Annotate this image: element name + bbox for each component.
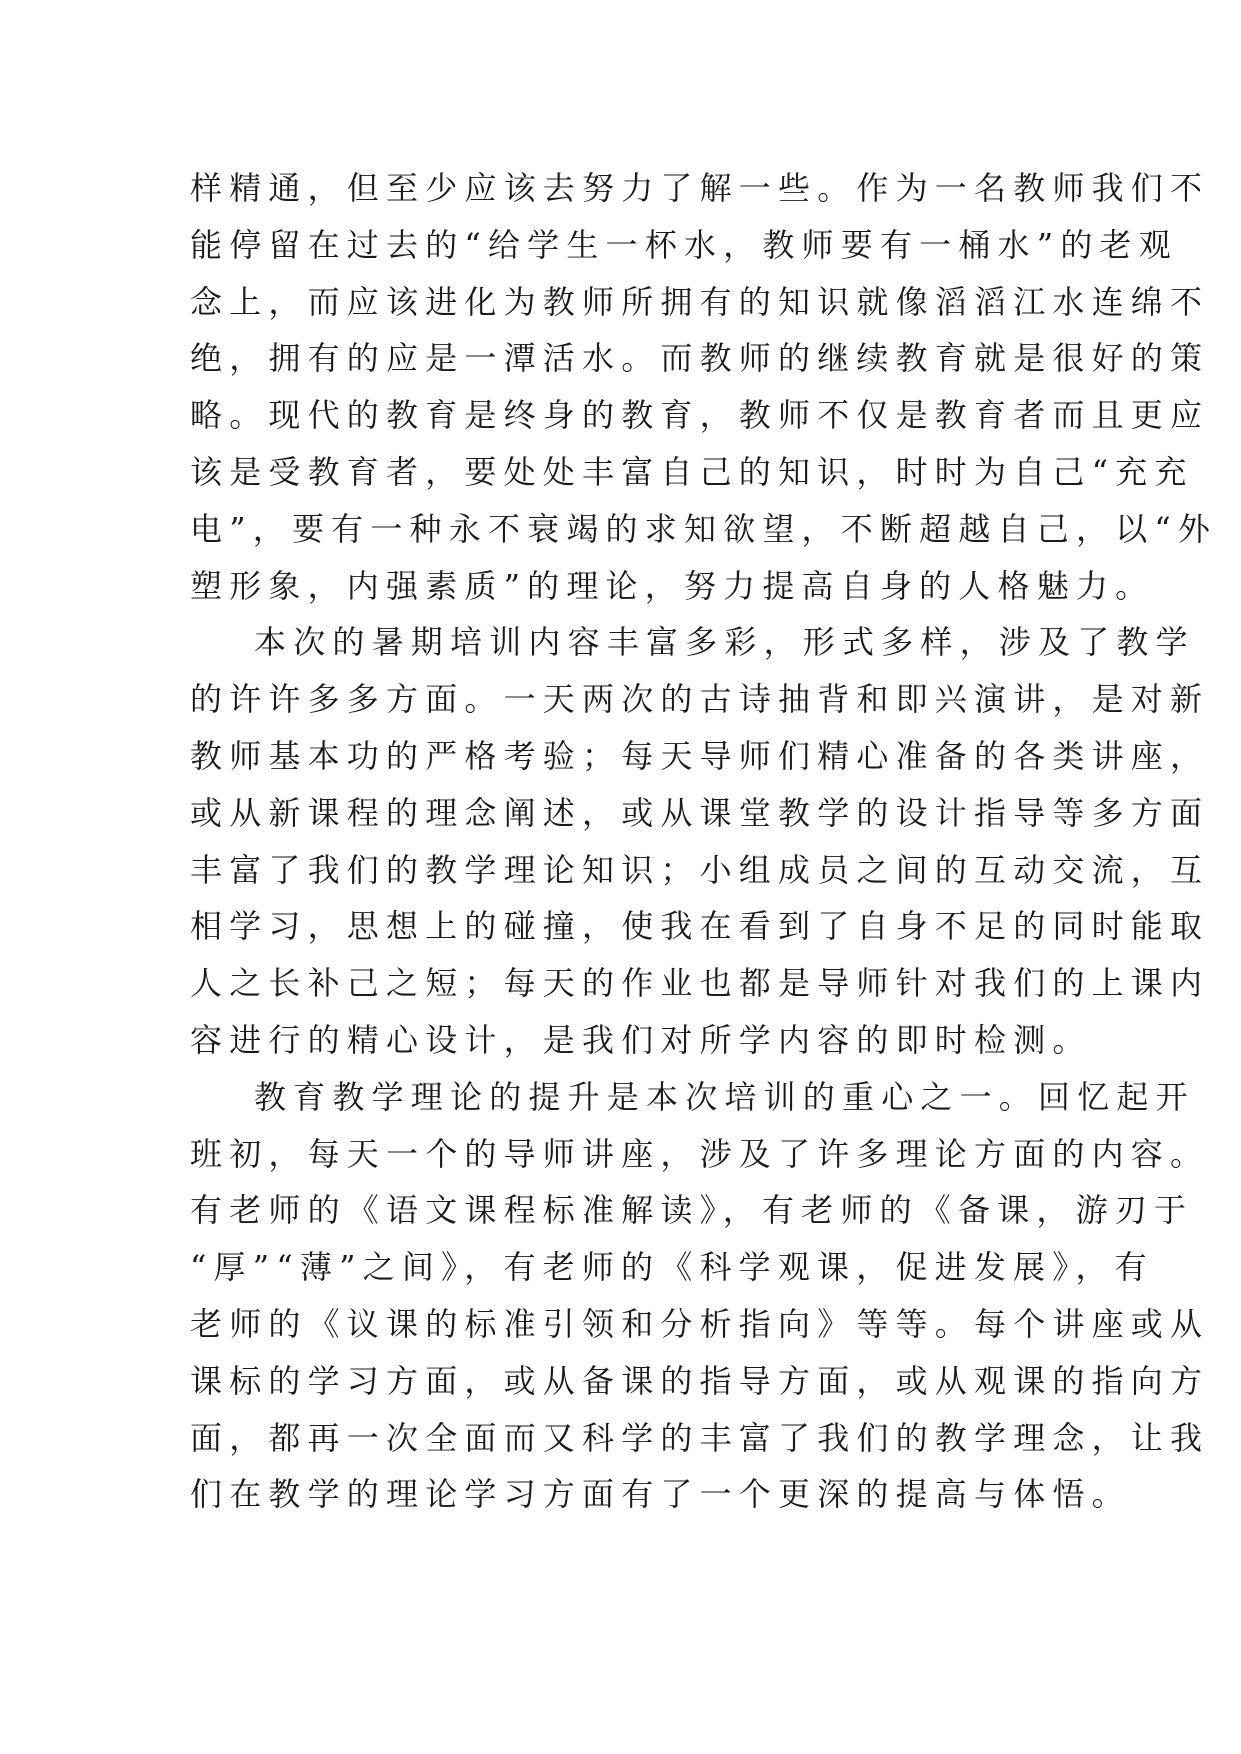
paragraph-line: 有老师的《语文课程标准解读》，有老师的《备课，游刃于: [190, 1191, 1194, 1230]
paragraph-line: 相学习，思想上的碰撞，使我在看到了自身不足的同时能取: [190, 907, 1210, 946]
paragraph-line: 本次的暑期培训内容丰富多彩，形式多样，涉及了教学: [254, 623, 1195, 662]
paragraph-line: “厚”“薄”之间》，有老师的《科学观课，促进发展》，有: [190, 1248, 1154, 1287]
paragraph-line: 塑形象，内强素质”的理论，努力提高自身的人格魅力。: [190, 566, 1155, 605]
paragraph-line: 能停留在过去的“给学生一杯水，教师要有一桶水”的老观: [190, 225, 1178, 264]
paragraph-line: 的许许多多方面。一天两次的古诗抽背和即兴演讲，是对新: [190, 680, 1210, 719]
paragraph-2: [190, 614, 1210, 1068]
document-body: [190, 160, 1218, 1523]
paragraph-line: 班初，每天一个的导师讲座，涉及了许多理论方面的内容。: [190, 1134, 1210, 1173]
paragraph-3: [190, 1069, 1210, 1523]
paragraph-line: 课标的学习方面，或从备课的指导方面，或从观课的指向方: [190, 1361, 1210, 1400]
paragraph-line: 教育教学理论的提升是本次培训的重心之一。回忆起开: [254, 1077, 1195, 1116]
paragraph-line: 绝，拥有的应是一潭活水。而教师的继续教育就是很好的策: [190, 339, 1210, 378]
paragraph-line: 容进行的精心设计，是我们对所学内容的即时检测。: [190, 1020, 1092, 1059]
paragraph-line: 人之长补己之短；每天的作业也都是导师针对我们的上课内: [190, 964, 1210, 1003]
paragraph-line: 样精通，但至少应该去努力了解一些。作为一名教师我们不: [190, 169, 1210, 207]
paragraph-line: 电”，要有一种永不衰竭的求知欲望，不断超越自己，以“外: [190, 509, 1218, 548]
paragraph-line: 教师基本功的严格考验；每天导师们精心准备的各类讲座，: [190, 736, 1210, 775]
paragraph-line: 面，都再一次全面而又科学的丰富了我们的教学理念，让我: [190, 1418, 1210, 1457]
paragraph-line: 略。现代的教育是终身的教育，教师不仅是教育者而且更应: [190, 396, 1210, 435]
paragraph-line: 们在教学的理论学习方面有了一个更深的提高与体悟。: [190, 1475, 1131, 1514]
paragraph-1: [190, 160, 1218, 614]
paragraph-line: 或从新课程的理念阐述，或从课堂教学的设计指导等多方面: [190, 793, 1210, 832]
paragraph-line: 老师的《议课的标准引领和分析指向》等等。每个讲座或从: [190, 1304, 1210, 1343]
paragraph-line: 丰富了我们的教学理论知识；小组成员之间的互动交流，互: [190, 850, 1210, 889]
paragraph-line: 该是受教育者，要处处丰富自己的知识，时时为自己“充充: [190, 452, 1194, 491]
paragraph-line: 念上，而应该进化为教师所拥有的知识就像滔滔江水连绵不: [190, 282, 1210, 321]
